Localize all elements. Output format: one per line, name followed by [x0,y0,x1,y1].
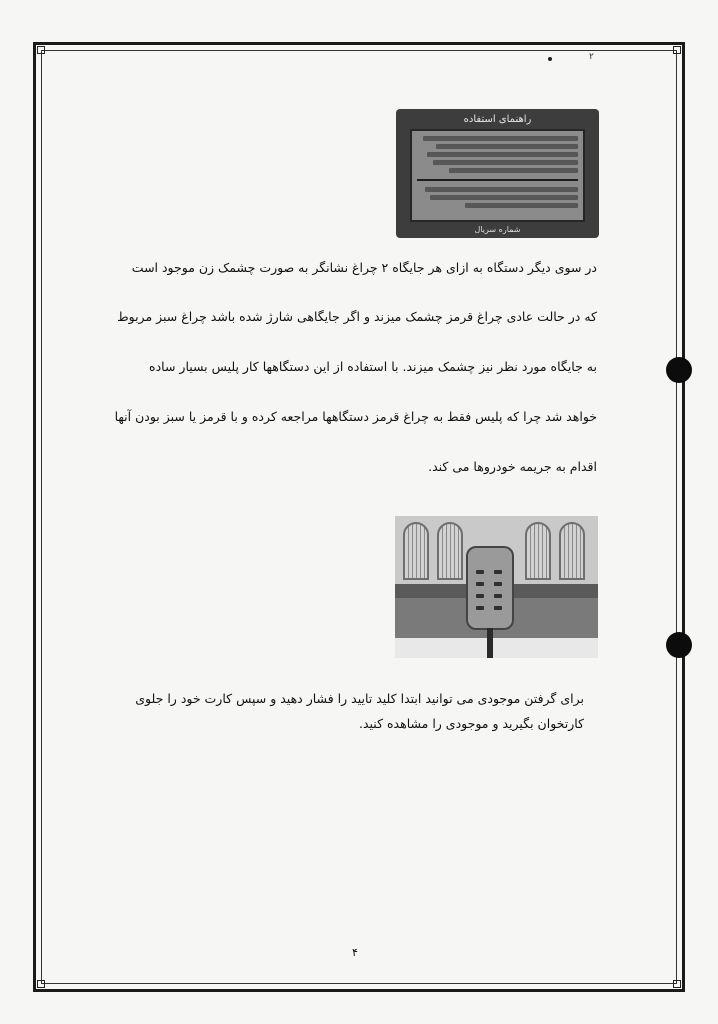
paragraph-line: برای گرفتن موجودی می توانید ابتدا کلید تایید را فشار دهید و سپس کارت خود را جلوی [135,691,584,706]
punch-hole [666,632,692,658]
paragraph-line: کارتخوان بگیرید و موجودی را مشاهده کنید. [358,716,584,731]
border-corner [37,980,45,988]
border-corner [673,46,681,54]
paragraph-line: که در حالت عادی چراغ قرمز چشمک میزند و اگر جایگاهی شارژ شده باشد چراغ سبز مربوط [117,309,597,324]
sign-title: راهنمای استفاده [463,114,532,125]
parking-meter-photo [395,516,598,658]
parking-meter [466,546,514,630]
border-corner [673,980,681,988]
scan-speck [548,57,552,61]
paragraph-line: اقدام به جریمه خودروها می کند. [428,459,597,474]
sign-text-panel [410,129,585,222]
top-mark: ۲ [589,52,594,62]
sign-footer: شماره سریال [474,225,521,234]
paragraph-line: در سوی دیگر دستگاه به ازای هر جایگاه ۲ چراغ نشانگر به صورت چشمک زن موجود است [131,260,597,275]
instruction-sign-image [396,109,599,238]
border-corner [37,46,45,54]
punch-hole [666,357,692,383]
page-number: ۴ [352,946,358,959]
paragraph-line: به جایگاه مورد نظر نیز چشمک میزند. با استفاده از این دستگاهها کار پلیس بسیار ساده [149,359,597,374]
paragraph-line: خواهد شد چرا که پلیس فقط به چراغ قرمز دستگاهها مراجعه کرده و با قرمز یا سبز بودن آنها [114,409,597,424]
